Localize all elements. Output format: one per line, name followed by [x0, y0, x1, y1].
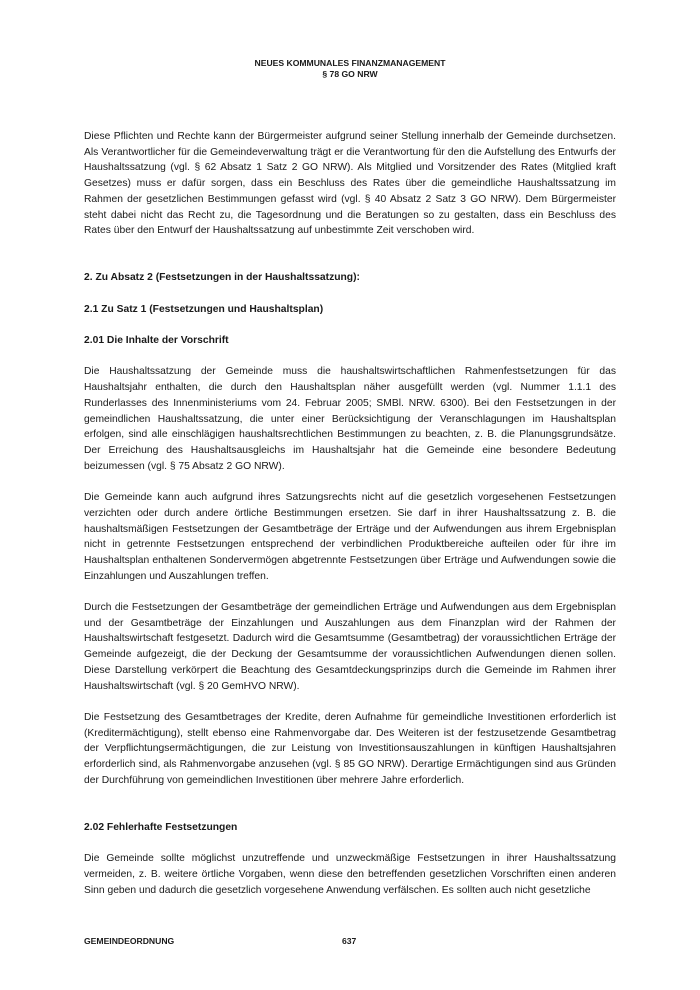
document-body: [84, 129, 616, 898]
heading-section-2-02: 2.02 Fehlerhafte Festsetzungen: [84, 821, 238, 833]
paragraph-intro: Diese Pflichten und Rechte kann der Bürgermeister aufgrund seiner Stellung innerhalb der Gemeinde durchsetzen. Als Verantwortlicher für die Gemeindeverwaltung trägt er die Verantwortung für den die Aufstellung des Entwurfs der Haushaltssatzung (vgl. § 62 Absatz 1 Satz 2 GO NRW). Als Mitglied und Vorsitzender des Rates (Mitglied kraft Gesetzes) muss er dafür sorgen, dass ein Beschluss des Rates über die gemeindliche Haushaltssatzung im Rahmen der gesetzlichen Bestimmungen gefasst wird (vgl. § 40 Absatz 2 Satz 3 GO NRW). Dem Bürgermeister steht dabei nicht das Recht zu, die Tagesordnung und die Beratungen so zu gestalten, dass ein Beschluss des Rates über den Entwurf der Haushaltssatzung auf unbestimmte Zeit verschoben wird.: [84, 131, 616, 237]
header-title: NEUES KOMMUNALES FINANZMANAGEMENT: [254, 58, 446, 68]
heading-section-2: 2. Zu Absatz 2 (Festsetzungen in der Haushaltssatzung):: [84, 272, 360, 284]
paragraph-5: Die Gemeinde sollte möglichst unzutreffende und unzweckmäßige Festsetzungen in ihrer Haushaltssatzung vermeiden, z. B. weitere örtliche Vorgaben, wenn diese den betreffenden gesetzlichen Vorschriften einen anderen Sinn geben und dadurch die gesetzlich vorgesehene Anwendung verfälschen. Es sollten auch nicht gesetzliche: [84, 853, 616, 896]
footer-label: GEMEINDEORDNUNG: [84, 936, 175, 946]
paragraph-2: Die Gemeinde kann auch aufgrund ihres Satzungsrechts nicht auf die gesetzlich vorgesehenen Festsetzungen verzichten oder durch andere örtliche Bestimmungen ersetzen. Sie darf in ihrer Haushaltssatzung z. B. die haushaltsmäßigen Festsetzungen der Gesamtbeträge der Erträge und der Aufwendungen aus ihrem Ergebnisplan nicht in getrennte Festsetzungen entsprechend der verbindlichen Produktbereiche aufteilen oder für ihre im Haushaltsplan enthaltenen Sondervermögen abgetrennte Festsetzungen über Erträge und Aufwendungen sowie die Einzahlungen und Auszahlungen treffen.: [84, 492, 616, 582]
page-header: [0, 58, 700, 80]
paragraph-4: Die Festsetzung des Gesamtbetrages der Kredite, deren Aufnahme für gemeindliche Investitionen erforderlich ist (Kreditermächtigung), stellt ebenso eine Rahmenvorgabe dar. Des Weiteren ist der festzusetzende Gesamtbetrag der Verpflichtungsermächtigungen, die zur Leistung von Investitionsauszahlungen in künftigen Haushaltsjahren erforderlich sind, als Rahmenvorgabe anzusehen (vgl. § 85 GO NRW). Derartige Ermächtigungen sind aus Gründen der Durchführung von gemeindlichen Investitionen über mehrere Jahre erforderlich.: [84, 711, 616, 786]
page-number: 637: [342, 936, 357, 946]
heading-section-2-1: 2.1 Zu Satz 1 (Festsetzungen und Haushaltsplan): [84, 303, 324, 315]
header-section: § 78 GO NRW: [322, 69, 378, 79]
paragraph-1: Die Haushaltssatzung der Gemeinde muss die haushaltswirtschaftlichen Rahmenfestsetzungen für das Haushaltsjahr enthalten, die durch den Haushaltsplan näher ausgefüllt werden (vgl. Nummer 1.1.1 des Runderlasses des Innenministeriums vom 24. Februar 2005; SMBl. NRW. 6300). Bei den Festsetzungen in der gemeindlichen Haushaltssatzung, die unter einer Berücksichtigung der Veranschlagungen im Haushaltsplan erfolgen, sind alle einschlägigen haushaltsrechtlichen Bestimmungen zu beachten, z. B. die Planungsgrundsätze. Der Erreichung des Haushaltsausgleichs im Haushaltsjahr hat die Gemeinde eine besondere Bedeutung beizumessen (vgl. § 75 Absatz 2 GO NRW).: [84, 366, 616, 472]
heading-section-2-01: 2.01 Die Inhalte der Vorschrift: [84, 335, 229, 347]
paragraph-3: Durch die Festsetzungen der Gesamtbeträge der gemeindlichen Erträge und Aufwendungen aus dem Ergebnisplan und der Gesamtbeträge der Einzahlungen und Auszahlungen aus dem Finanzplan wird der Rahmen der Haushaltswirtschaft festgesetzt. Dadurch wird die Gesamtsumme (Gesamtbetrag) der voraussichtlichen Erträge der Gemeinde aufgezeigt, die der Deckung der Gesamtsumme der voraussichtlichen Aufwendungen dienen sollen. Diese Darstellung verkörpert die Beachtung des Gesamtdeckungsprinzips durch die Gemeinde im Rahmen ihrer Haushaltswirtschaft (vgl. § 20 GemHVO NRW).: [84, 602, 616, 692]
